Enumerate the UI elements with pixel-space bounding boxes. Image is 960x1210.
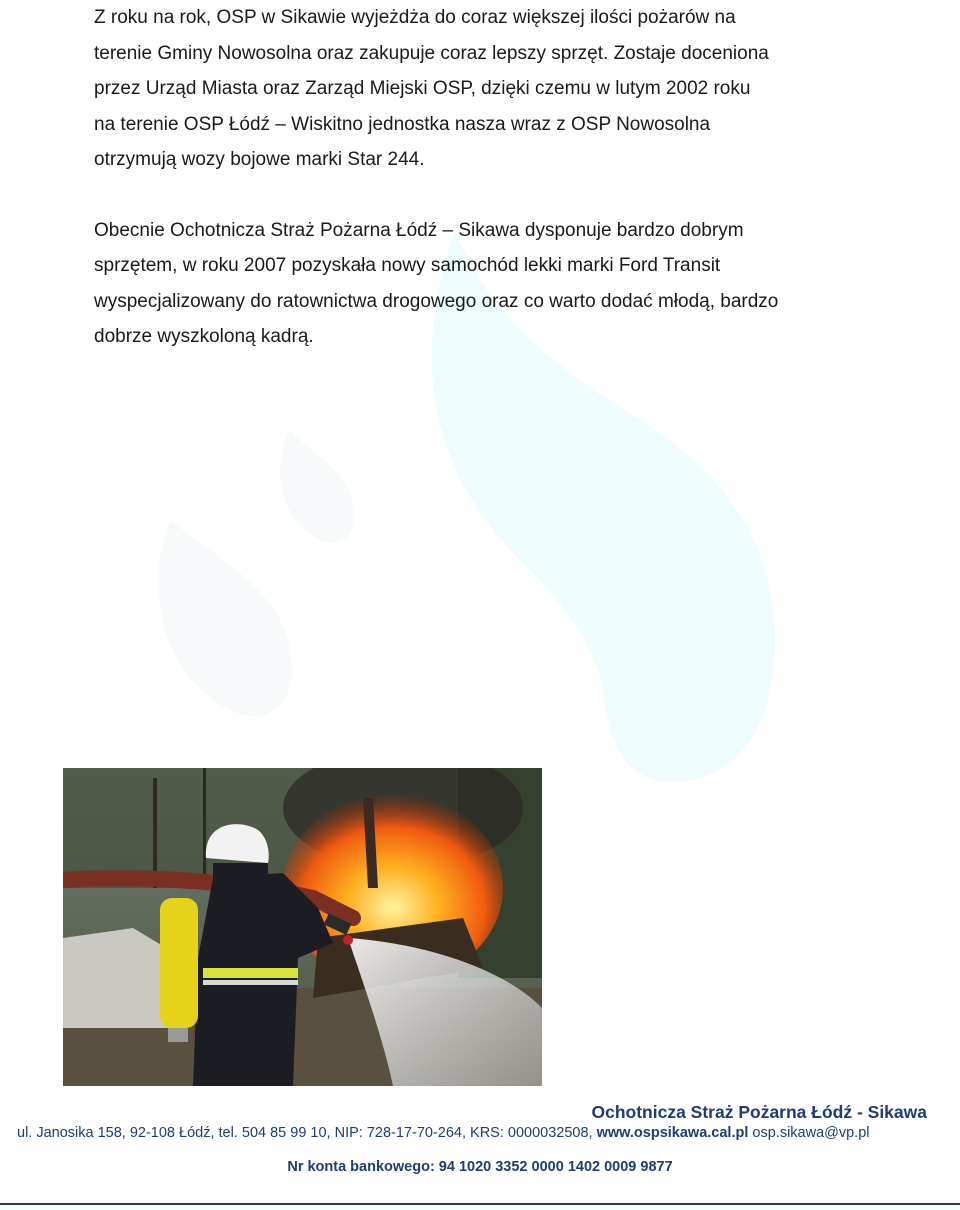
contact-line [17,1125,870,1141]
paragraph-equipment [94,213,894,355]
text-line: Obecnie Ochotnicza Straż Pożarna Łódź – Sikawa dysponuje bardzo dobrym [94,219,744,241]
email-link[interactable]: osp.sikawa@vp.pl [748,1125,870,1141]
text-line: na terenie OSP Łódź – Wiskitno jednostka nasza wraz z OSP Nowosolna [94,113,711,135]
text-line: przez Urząd Miasta oraz Zarząd Miejski OSP, dzięki czemu w lutym 2002 roku [94,78,751,99]
text-line: otrzymują wozy bojowe marki Star 244. [94,149,425,170]
footer-divider [0,1203,960,1205]
text-line: sprzętem, w roku 2007 pozyskała nowy samochód lekki marki Ford Transit [94,255,721,276]
text-line: Z roku na rok, OSP w Sikawie wyjeżdża do coraz większej ilości pożarów na [94,7,736,28]
firefighter-photo [63,768,542,1086]
text-line: terenie Gminy Nowosolna oraz zakupuje coraz lepszy sprzęt. Zostaje doceniona [94,42,769,64]
paragraph-history [94,0,894,178]
organization-name: Ochotnicza Straż Pożarna Łódź - Sikawa [591,1102,927,1122]
body-content [94,0,894,355]
bank-account: Nr konta bankowego: 94 1020 3352 0000 1402 0009 9877 [287,1159,673,1175]
address-text: ul. Janosika 158, 92-108 Łódź, tel. 504 85 99 10, NIP: 728-17-70-264, KRS: 0000032508, [17,1125,597,1141]
text-line: dobrze wyszkoloną kadrą. [94,326,314,347]
text-line: wyspecjalizowany do ratownictwa drogowego oraz co warto dodać młodą, bardzo [94,290,779,312]
website-link[interactable]: www.ospsikawa.cal.pl [596,1125,749,1141]
